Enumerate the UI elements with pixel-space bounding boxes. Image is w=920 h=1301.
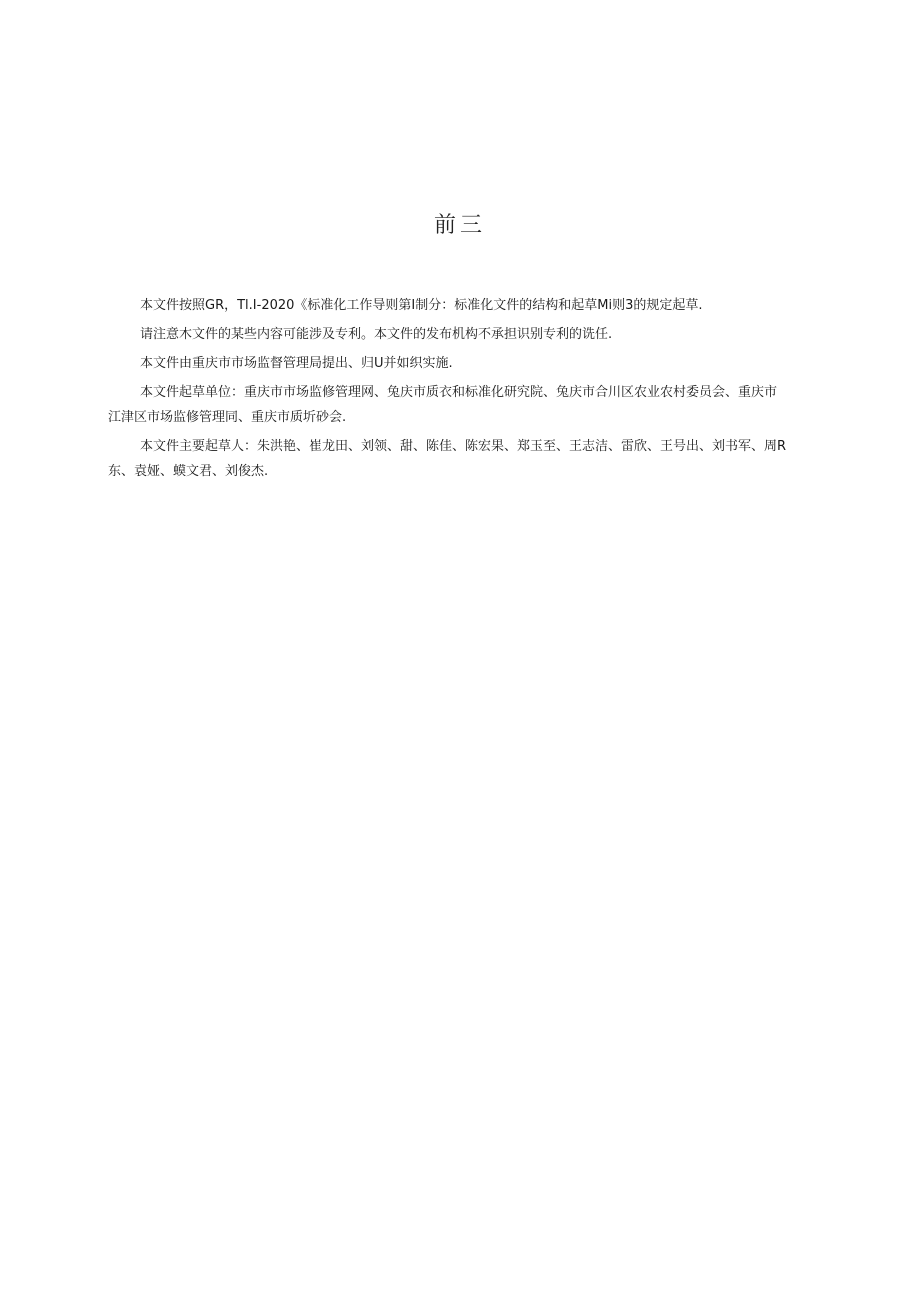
page-title: 前三 — [433, 213, 486, 238]
drafting-units-line-1: 本文件起草单位：重庆市市场监修管理网、兔庆市质衣和标准化研究院、兔庆市合川区农业农村委员会、重庆市 — [140, 385, 778, 400]
paragraph-drafting-units — [108, 380, 824, 430]
drafters-line-1: 本文件主要起草人：朱洪艳、崔龙田、刘领、甜、陈佳、陈宏果、郑玉至、王志洁、雷欣、王号出、刘书军、周R — [140, 439, 787, 454]
drafters-line-2: 东、袁娅、蟆文君、刘俊杰. — [108, 464, 269, 479]
paragraph-drafting-basis: 本文件按照GR，Tl.I-2020《标准化工作导则第I制分：标准化文件的结构和起草Mi则3的规定起草. — [140, 298, 703, 313]
paragraph-drafters — [108, 434, 824, 484]
paragraph-proposer: 本文件由重庆市市场监督管理局提出、归U并如织实施. — [140, 356, 453, 371]
drafting-units-line-2: 江津区市场监修管理同、重庆市质圻砂会. — [108, 410, 347, 425]
paragraph-patent-notice: 请注意木文件的某些内容可能涉及专利。本文件的发布机构不承担识别专利的诜任. — [140, 327, 613, 342]
document-body — [108, 293, 824, 484]
